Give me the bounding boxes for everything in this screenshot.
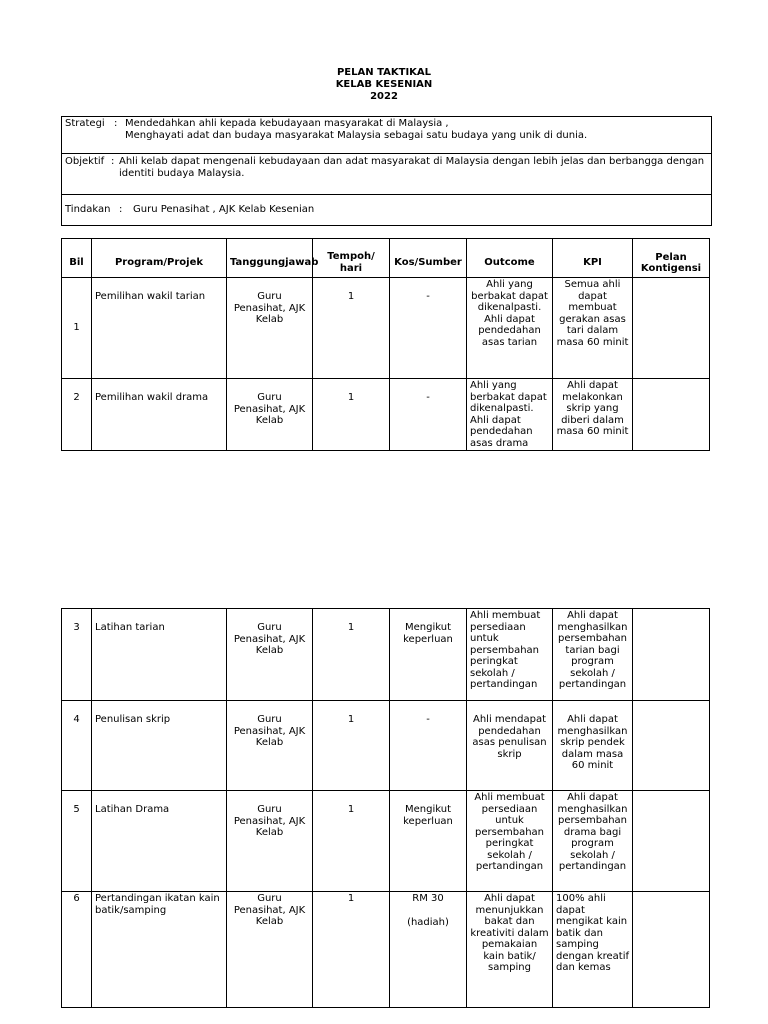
cell-bil: 5 (62, 791, 92, 892)
cell-tempoh: 1 (313, 278, 390, 379)
table-row (62, 278, 710, 379)
strategi-sep: : (114, 118, 118, 129)
cell-bil: 3 (62, 609, 92, 701)
cell-pelan (633, 791, 710, 892)
cell-outcome: Ahli dapat menunjukkan bakat dan kreativiti dalam pemakaian kain batik/ samping (467, 892, 553, 1008)
cell-kos: - (390, 278, 467, 379)
cell-bil: 4 (62, 701, 92, 791)
cell-kpi: Semua ahli dapat membuat gerakan asas tari dalam masa 60 minit (553, 278, 633, 379)
cell-kos: Mengikut keperluan (390, 791, 467, 892)
cell-program: Pemilihan wakil tarian (92, 278, 227, 379)
objektif-line2: identiti budaya Malaysia. (119, 168, 245, 179)
strategi-label: Strategi (65, 118, 105, 129)
tindakan-label: Tindakan (65, 204, 111, 215)
objektif-sep: : (111, 156, 115, 167)
cell-program: Pemilihan wakil drama (92, 379, 227, 451)
strategi-line2: Menghayati adat dan budaya masyarakat Malaysia sebagai satu budaya yang unik di dunia. (125, 130, 588, 141)
divider-1 (61, 153, 711, 154)
cell-outcome: Ahli mendapat pendedahan asas penulisan skrip (467, 701, 553, 791)
cell-kos-group (390, 892, 467, 1008)
doc-title-line1: PELAN TAKTIKAL (336, 67, 432, 78)
cell-tanggungjawab: Guru Penasihat, AJK Kelab (227, 379, 313, 451)
table-row (62, 609, 710, 701)
cell-tanggungjawab: Guru Penasihat, AJK Kelab (227, 892, 313, 1008)
cell-tanggungjawab: Guru Penasihat, AJK Kelab (227, 701, 313, 791)
cell-pelan (633, 701, 710, 791)
header-pelan: Pelan Kontigensi (633, 239, 710, 278)
cell-kos: RM 30 (412, 893, 444, 904)
doc-title-line2: KELAB KESENIAN (335, 79, 433, 90)
cell-kpi: Ahli dapat melakonkan skrip yang diberi dalam masa 60 minit (553, 379, 633, 451)
objektif-label: Objektif (65, 156, 105, 167)
cell-kpi: Ahli dapat menghasilkan persembahan drama bagi program sekolah / pertandingan (553, 791, 633, 892)
table-row (62, 701, 710, 791)
cell-kpi: Ahli dapat menghasilkan persembahan tarian bagi program sekolah / pertandingan (553, 609, 633, 701)
table-row (62, 791, 710, 892)
cell-program: Latihan tarian (92, 609, 227, 701)
doc-title-year: 2022 (370, 91, 398, 102)
strategi-line1: Mendedahkan ahli kepada kebudayaan masyarakat di Malaysia , (125, 118, 449, 129)
header-kos: Kos/Sumber (390, 239, 467, 278)
header-bil: Bil (62, 239, 92, 278)
cell-bil: 6 (62, 892, 92, 1008)
plan-table-1 (61, 238, 710, 451)
table-row (62, 379, 710, 451)
header-tanggungjawab: Tanggungjawab (227, 239, 313, 278)
cell-bil: 1 (62, 278, 92, 379)
tindakan-value: Guru Penasihat , AJK Kelab Kesenian (133, 204, 315, 215)
cell-tempoh: 1 (313, 791, 390, 892)
cell-pelan (633, 892, 710, 1008)
cell-outcome: Ahli membuat persediaan untuk persembahan peringkat sekolah / pertandingan (467, 609, 553, 701)
cell-outcome: Ahli membuat persediaan untuk persembahan peringkat sekolah / pertandingan (467, 791, 553, 892)
cell-tanggungjawab: Guru Penasihat, AJK Kelab (227, 609, 313, 701)
cell-tanggungjawab: Guru Penasihat, AJK Kelab (227, 278, 313, 379)
cell-outcome: Ahli yang berbakat dapat dikenalpasti. Ahli dapat pendedahan asas drama (467, 379, 553, 451)
header-program: Program/Projek (92, 239, 227, 278)
cell-kpi: Ahli dapat menghasilkan skrip pendek dalam masa 60 minit (553, 701, 633, 791)
cell-kos: - (390, 379, 467, 451)
table-header-row (62, 239, 710, 278)
cell-program: Penulisan skrip (92, 701, 227, 791)
tindakan-sep: : (119, 204, 123, 215)
cell-outcome: Ahli yang berbakat dapat dikenalpasti. Ahli dapat pendedahan asas tarian (467, 278, 553, 379)
header-tempoh: Tempoh/ hari (313, 239, 390, 278)
cell-kos-note: (hadiah) (407, 916, 449, 928)
cell-pelan (633, 278, 710, 379)
cell-program: Pertandingan ikatan kain batik/samping (92, 892, 227, 1008)
cell-program: Latihan Drama (92, 791, 227, 892)
cell-tanggungjawab: Guru Penasihat, AJK Kelab (227, 791, 313, 892)
table-row (62, 892, 710, 1008)
cell-kos: - (390, 701, 467, 791)
header-outcome: Outcome (467, 239, 553, 278)
cell-tempoh: 1 (313, 609, 390, 701)
objektif-line1: Ahli kelab dapat mengenali kebudayaan dan adat masyarakat di Malaysia dengan lebih jelas dan berbangga dengan (119, 156, 705, 167)
cell-pelan (633, 379, 710, 451)
cell-kpi: 100% ahli dapat mengikat kain batik dan samping dengan kreatif dan kemas (553, 892, 633, 1008)
cell-tempoh: 1 (313, 892, 390, 1008)
plan-table-2 (61, 608, 710, 1008)
cell-kos: Mengikut keperluan (390, 609, 467, 701)
cell-tempoh: 1 (313, 701, 390, 791)
header-kpi: KPI (553, 239, 633, 278)
cell-pelan (633, 609, 710, 701)
cell-bil: 2 (62, 379, 92, 451)
cell-tempoh: 1 (313, 379, 390, 451)
divider-2 (61, 194, 711, 195)
